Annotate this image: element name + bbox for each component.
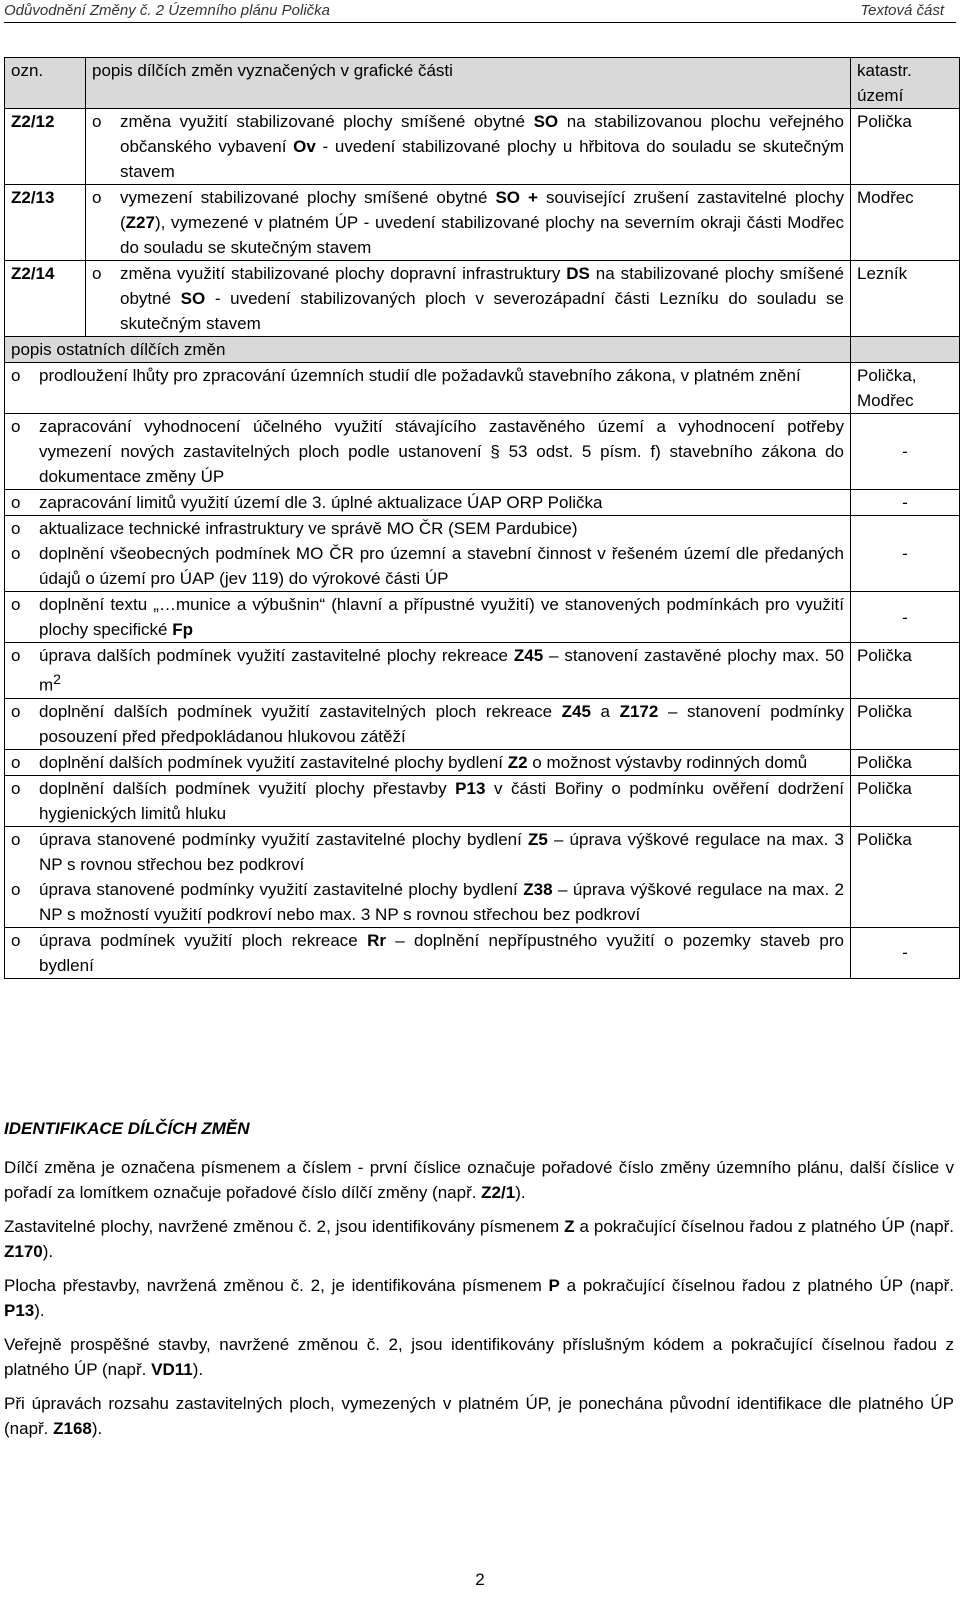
document-section: Textová část [860, 2, 944, 19]
table-row [5, 109, 960, 185]
col-header-area: katastr. území [851, 58, 960, 109]
description-text: úprava dalších podmínek využití zastavitelné plochy rekreace Z45 – stanovení zastavěné plochy max. 50 $m^2$ [39, 646, 844, 695]
table-row: o prodloužení lhůty pro zpracování územních studií dle požadavků stavebního zákona, v platném znění Polička, Modřec [5, 363, 960, 414]
table-row: o doplnění textu „…munice a výbušnin“ (hlavní a přípustné využití) ve stanovených podmínkách pro využití plochy specifické Fp - [5, 592, 960, 643]
section-header-row [5, 337, 960, 363]
description-text: změna využití stabilizované plochy dopravní infrastruktury DS na stabilizované plochy smíšené obytné SO - uvedení stabilizovaných ploch v severozápadní části Lezníku do souladu se skutečným stavem [120, 264, 845, 333]
document-title: Odůvodnění Změny č. 2 Územního plánu Polička [4, 2, 331, 19]
paragraph: Zastavitelné plochy, navržené změnou č. 2, jsou identifikovány písmenem Z a pokračující číselnou řadou z platného ÚP (např. Z170). [4, 1217, 954, 1261]
page-header [4, 0, 956, 23]
description-text: změna využití stabilizované plochy smíšené obytné SO na stabilizovanou plochu veřejného občanského vybavení Ov - uvedení stabilizované plochy u hřbitova do souladu se skutečným stavem [120, 112, 845, 181]
page-number: 2 [475, 1570, 485, 1589]
table-row: o úprava stanovené podmínky využití zastavitelné plochy bydlení Z5 – úprava výškové regulace na max. 3 NP s rovnou střechou bez podkroví o úprava stanovené podmínky využití zastavitelné plochy bydlení Z38 – úprava výškové regulace na max. 2 NP s možností využití podkroví nebo max. 3 NP s rovnou střechou bez podkroví Polička [5, 826, 960, 927]
col-header-id: ozn. [5, 58, 86, 109]
table-row: o doplnění dalších podmínek využití zastavitelné plochy bydlení Z2 o možnost výstavby rodinných domů Polička [5, 749, 960, 775]
change-area: Polička [851, 109, 960, 185]
change-area: - [851, 927, 960, 978]
table-row: o aktualizace technické infrastruktury ve správě MO ČR (SEM Pardubice) o doplnění všeobecných podmínek MO ČR pro územní a stavební činnost v řešeném území dle předaných údajů o území pro ÚAP (jev 119) do výrokové části ÚP - [5, 516, 960, 592]
paragraph: Dílčí změna je označena písmenem a číslem - první číslice označuje pořadové číslo změny územního plánu, další číslice v pořadí za lomítkem označuje pořadové číslo dílčí změny (např. Z2/1). [4, 1158, 954, 1202]
table-row: o zapracování vyhodnocení účelného využití stávajícího zastavěného území a vyhodnocení potřeby vymezení nových zastavitelných ploch podle ustanovení § 53 odst. 5 písm. f) stavebního zákona do dokumentace změny ÚP - [5, 414, 960, 490]
paragraph: Při úpravách rozsahu zastavitelných ploch, vymezených v platném ÚP, je ponechána původní identifikace dle platného ÚP (např. Z168). [4, 1394, 954, 1438]
change-description: o vymezení stabilizované plochy smíšené obytné SO + související zrušení zastavitelné plochy (Z27), vymezené v platném ÚP - uvedení stabilizované plochy na severním okraji části Modřec do souladu se skutečným stavem [86, 185, 851, 261]
table-row [5, 261, 960, 337]
changes-table [4, 57, 960, 979]
table-row: o úprava dalších podmínek využití zastavitelné plochy rekreace Z45 – stanovení zastavěné plochy max. 50 $m^2$ Polička [5, 643, 960, 699]
paragraph: Veřejně prospěšné stavby, navržené změnou č. 2, jsou identifikovány příslušným kódem a pokračující číselnou řadou z platného ÚP (např. VD11). [4, 1335, 954, 1379]
change-area: - [851, 490, 960, 516]
description-text: doplnění dalších podmínek využití zastavitelné plochy bydlení Z2 o možnost výstavby rodinných domů [39, 752, 808, 772]
change-area: Polička [851, 643, 960, 699]
table-row: o zapracování limitů využití území dle 3. úplné aktualizace ÚAP ORP Polička - [5, 490, 960, 516]
description-text: zapracování limitů využití území dle 3. úplné aktualizace ÚAP ORP Polička [39, 493, 603, 512]
change-area: Polička [851, 826, 960, 927]
table-row: o doplnění dalších podmínek využití zastavitelných ploch rekreace Z45 a Z172 – stanovení podmínky posouzení před předpokládanou hlukovou zátěží Polička [5, 698, 960, 749]
table-row [5, 185, 960, 261]
change-area: Polička [851, 749, 960, 775]
change-area: - [851, 414, 960, 490]
table-header-row [5, 58, 960, 109]
paragraph: Plocha přestavby, navržená změnou č. 2, je identifikována písmenem P a pokračující číselnou řadou z platného ÚP (např. P13). [4, 1276, 955, 1320]
description-text: prodloužení lhůty pro zpracování územních studií dle požadavků stavebního zákona, v platném znění [39, 366, 801, 385]
change-id: Z2/14 [5, 261, 86, 337]
section-heading: IDENTIFIKACE DÍLČÍCH ZMĚN [4, 1119, 250, 1138]
identification-section [4, 1116, 954, 1450]
change-id: Z2/12 [5, 109, 86, 185]
section-title: popis ostatních dílčích změn [5, 337, 851, 363]
description-text: doplnění dalších podmínek využití zastavitelných ploch rekreace Z45 a Z172 – stanovení podmínky posouzení před předpokládanou hlukovou zátěží [39, 701, 845, 746]
description-text: doplnění všeobecných podmínek MO ČR pro územní a stavební činnost v řešeném území dle předaných údajů o území pro ÚAP (jev 119) do výrokové části ÚP [39, 544, 844, 588]
change-area: Lezník [851, 261, 960, 337]
col-header-description: popis dílčích změn vyznačených v grafické části [86, 58, 851, 109]
change-area: Polička [851, 775, 960, 826]
change-id: Z2/13 [5, 185, 86, 261]
change-area: Modřec [851, 185, 960, 261]
change-area: - [851, 592, 960, 643]
description-text: aktualizace technické infrastruktury ve správě MO ČR (SEM Pardubice) [39, 519, 578, 538]
change-description: o změna využití stabilizované plochy dopravní infrastruktury DS na stabilizované plochy smíšené obytné SO - uvedení stabilizovaných ploch v severozápadní části Lezníku do souladu se skutečným stavem [86, 261, 851, 337]
description-text: zapracování vyhodnocení účelného využití stávajícího zastavěného území a vyhodnocení potřeby vymezení nových zastavitelných ploch podle ustanovení § 53 odst. 5 písm. f) stavebního zákona do dokumentace změny ÚP [39, 417, 844, 486]
description-text: úprava podmínek využití ploch rekreace Rr – doplnění nepřípustného využití o pozemky staveb pro bydlení [39, 930, 844, 975]
change-area: Polička [851, 698, 960, 749]
description-text: doplnění textu „…munice a výbušnin“ (hlavní a přípustné využití) ve stanovených podmínkách pro využití plochy specifické Fp [39, 595, 844, 639]
description-text: úprava stanovené podmínky využití zastavitelné plochy bydlení Z38 – úprava výškové regulace na max. 2 NP s možností využití podkroví nebo max. 3 NP s rovnou střechou bez podkroví [39, 879, 844, 924]
table-row: o úprava podmínek využití ploch rekreace Rr – doplnění nepřípustného využití o pozemky staveb pro bydlení - [5, 927, 960, 978]
description-text: úprava stanovené podmínky využití zastavitelné plochy bydlení Z5 – úprava výškové regulace na max. 3 NP s rovnou střechou bez podkroví [39, 829, 844, 874]
description-text: vymezení stabilizované plochy smíšené obytné SO + související zrušení zastavitelné plochy (Z27), vymezené v platném ÚP - uvedení stabilizované plochy na severním okraji části Modřec do souladu se skutečným stavem [120, 188, 844, 257]
description-text: doplnění dalších podmínek využití plochy přestavby P13 v části Bořiny o podmínku ověření dodržení hygienických limitů hluku [39, 778, 844, 823]
table-row: o doplnění dalších podmínek využití plochy přestavby P13 v části Bořiny o podmínku ověření dodržení hygienických limitů hluku Polička [5, 775, 960, 826]
change-area: Polička, Modřec [851, 363, 960, 414]
change-area: - [851, 516, 960, 592]
change-description: o změna využití stabilizované plochy smíšené obytné SO na stabilizovanou plochu veřejného občanského vybavení Ov - uvedení stabilizované plochy u hřbitova do souladu se skutečným stavem [86, 109, 851, 185]
